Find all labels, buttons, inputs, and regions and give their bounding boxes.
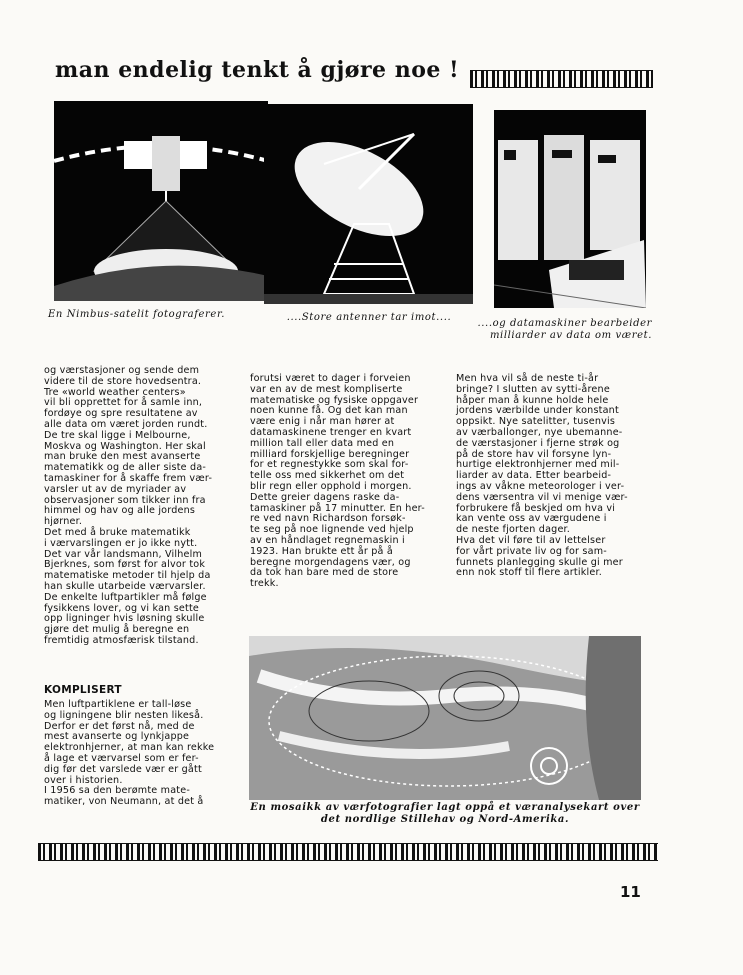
subheading: KOMPLISERT xyxy=(44,684,122,696)
antenna-photo-caption: ....Store antenner tar imot.... xyxy=(286,312,452,323)
ornament-border-top xyxy=(470,70,653,88)
article-column-3: Men hva vil så de neste ti-år bringe? I slutten av sytti-årene håper man å kunne holde hele jordens værbilde under konstant oppsikt. Nye satelitter, tusenvis av værballonger, nye ubemanne- de værstasjoner i fjerne strøk og på de store hav vil forsyne lyn- hurtige elektronhjerner med mil- liarder av data. Etter bearbeid- ings av våkne meteorologer i ver- dens værsentra vil vi menige vær- forbrukere få beskjed om hva vi kan vente oss av værgudene i de neste fjorten dager. Hva det vil føre til av lettelser for vårt private liv og for sam- funnets planlegging skulle gi mer enn nok stoff til flere artikler. xyxy=(456,373,628,579)
satellite-photo xyxy=(54,101,268,301)
antenna-photo xyxy=(264,104,473,304)
computer-room-photo xyxy=(494,110,646,308)
satellite-photo-caption: En Nimbus-satelit fotograferer. xyxy=(48,309,226,320)
weather-map-image xyxy=(249,636,641,800)
ornament-border-bottom xyxy=(38,843,658,861)
headline: man endelig tenkt å gjøre noe ! xyxy=(55,57,460,83)
article-column-2: forutsi været to dager i forveien var en av de mest kompliserte matematiske og fysiske oppgaver noen kunne få. Og det kan man være enig i når man hører at datamaskinene trenger en kvart million tall eller data med en milliard forskjellige beregninger for et regnestykke som skal for- telle oss med sikkerhet om det blir regn eller opphold i morgen. Dette greier dagens raske da- tamaskiner på 17 minutter. En her- re ved navn Richardson forsøk- te seg på noe lignende ved hjelp av en håndlaget regnemaskin i 1923. Han brukte ett år på å beregne morgendagens vær, og da tok han bare med de store trekk. xyxy=(250,373,425,590)
page-number: 11 xyxy=(620,883,641,901)
weather-map-caption: En mosaikk av værfotografier lagt oppå et væranalysekart over det nordlige Stillehav og Nord-Amerika. xyxy=(250,802,640,825)
article-column-1: og værstasjoner og sende dem videre til de store hovedsentra. Tre «world weather centers» vil bli opprettet for å samle inn, fordøye og spre resultatene av alle data om været jorden rundt. De tre skal ligge i Melbourne, Moskva og Washington. Her skal man bruke den mest avanserte matematikk og de aller siste da- tamaskiner for å skaffe frem vær- varsler ut av de myriader av observasjoner som tikker inn fra himmel og hav og alle jordens hjørner. Det med å bruke matematikk i værvarslingen er jo ikke nytt. Det var vår landsmann, Vilhelm Bjerknes, som først for alvor tok matematiske metoder til hjelp da han skulle utarbeide værvarsler. De enkelte luftpartikler må følge fysikkens lover, og vi kan sette opp ligninger hvis løsning skulle gjøre det mulig å beregne en fremtidig atmosfærisk tilstand. xyxy=(44,365,213,646)
article-column-1-continued: Men luftpartiklene er tall-løse og ligningene blir nesten likeså. Derfor er det først nå, med de mest avanserte og lynkjappe elektronhjerner, at man kan rekke å lage et værvarsel som er fer- dig før det varslede vær er gått over i historien. I 1956 sa den berømte mate- matiker, von Neumann, at det å xyxy=(44,699,215,808)
computer-photo-caption: ....og datamaskiner bearbeider milliarder av data om været. xyxy=(477,318,652,341)
